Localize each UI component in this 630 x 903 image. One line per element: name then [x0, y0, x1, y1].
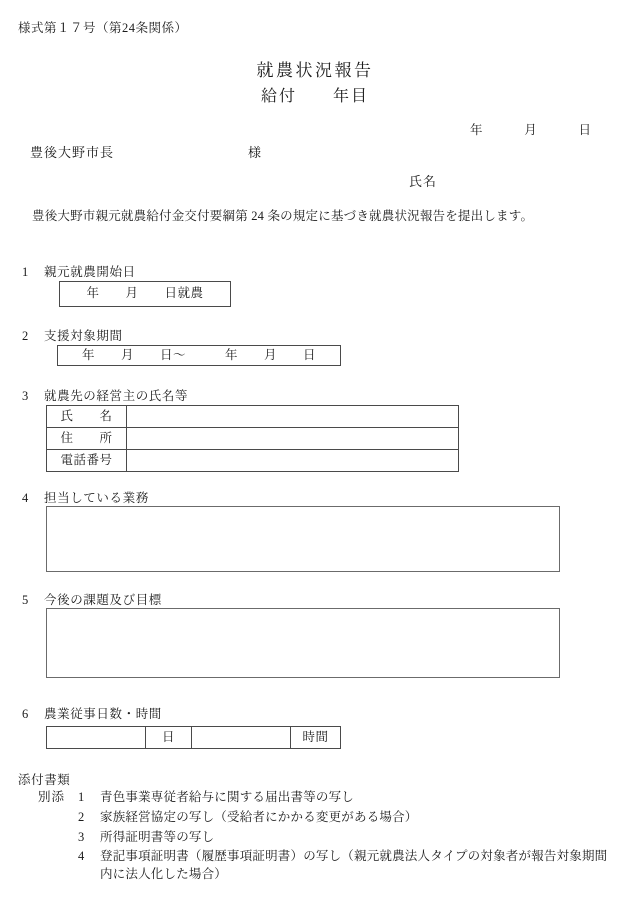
date-month-label: 月	[524, 123, 538, 137]
attachment-text: 家族経営協定の写し（受給者にかかる変更がある場合）	[100, 809, 418, 824]
table-row	[47, 727, 341, 749]
section-6-label: 農業従事日数・時間	[44, 707, 162, 721]
work-hours-input[interactable]	[192, 727, 291, 749]
attachment-index: 4	[78, 849, 85, 864]
section-2-number: 2	[22, 329, 29, 343]
attachment-index: 2	[78, 809, 85, 824]
date-day-label: 日	[578, 123, 592, 137]
section-5-number: 5	[22, 593, 29, 607]
page-title: 就農状況報告	[256, 61, 374, 80]
employer-address-label: 住 所	[47, 428, 127, 450]
section-3-number: 3	[22, 389, 29, 403]
work-days-unit: 日	[146, 727, 192, 749]
work-days-hours-table	[46, 726, 341, 749]
employer-name-label: 氏 名	[47, 406, 127, 428]
addressee-honorific: 様	[248, 145, 262, 160]
attachment-kind-label: 別添	[38, 790, 66, 804]
employer-info-table	[46, 405, 459, 472]
applicant-name-label: 氏名	[409, 174, 438, 189]
page-subtitle: 給付 年目	[260, 88, 369, 105]
support-period-field[interactable]	[57, 345, 341, 366]
section-1-heading	[22, 264, 136, 281]
section-3-heading	[22, 388, 188, 405]
submission-date-line	[470, 122, 592, 139]
section-5-heading	[22, 592, 162, 609]
employer-phone-input[interactable]	[127, 450, 459, 472]
attachment-text: 登記事項証明書（履歴事項証明書）の写し（親元就農法人タイプの対象者が報告対象期間内に法人化した場合）	[100, 849, 608, 881]
attachment-text: 所得証明書等の写し	[100, 829, 215, 844]
future-goals-textarea[interactable]	[46, 608, 560, 678]
section-4-number: 4	[22, 491, 29, 505]
addressee: 豊後大野市長	[30, 145, 115, 160]
start-date-field-text: 年 月 日就農	[86, 286, 204, 301]
current-duties-textarea[interactable]	[46, 506, 560, 572]
list-item	[38, 829, 618, 847]
attachments-title: 添付書類	[18, 773, 71, 787]
section-4-heading	[22, 490, 149, 507]
table-row	[47, 428, 459, 450]
work-hours-unit: 時間	[291, 727, 341, 749]
section-2-label: 支援対象期間	[44, 329, 123, 343]
list-item	[38, 809, 618, 827]
list-item	[38, 848, 618, 884]
attachment-index: 3	[78, 829, 85, 844]
section-6-number: 6	[22, 707, 29, 721]
work-days-input[interactable]	[47, 727, 146, 749]
table-row	[47, 406, 459, 428]
attachment-index: 1	[78, 790, 85, 804]
support-period-field-text: 年 月 日～ 年 月 日	[81, 347, 316, 362]
employer-name-input[interactable]	[127, 406, 459, 428]
section-5-label: 今後の課題及び目標	[44, 593, 162, 607]
attachments-list	[38, 789, 618, 886]
form-number: 様式第１７号（第24条関係）	[18, 21, 188, 35]
section-1-label: 親元就農開始日	[44, 265, 136, 279]
employer-address-input[interactable]	[127, 428, 459, 450]
start-date-field[interactable]	[59, 281, 231, 307]
section-4-label: 担当している業務	[44, 491, 149, 505]
section-1-number: 1	[22, 265, 29, 279]
employer-phone-label: 電話番号	[47, 450, 127, 472]
table-row	[47, 450, 459, 472]
section-3-label: 就農先の経営主の氏名等	[44, 389, 189, 403]
date-year-label: 年	[470, 123, 484, 137]
section-6-heading	[22, 706, 162, 723]
intro-paragraph: 豊後大野市親元就農給付金交付要綱第 24 条の規定に基づき就農状況報告を提出します。	[32, 209, 534, 223]
section-2-heading	[22, 328, 123, 345]
attachment-text: 青色事業専従者給与に関する届出書等の写し	[100, 790, 355, 804]
list-item	[38, 789, 618, 807]
